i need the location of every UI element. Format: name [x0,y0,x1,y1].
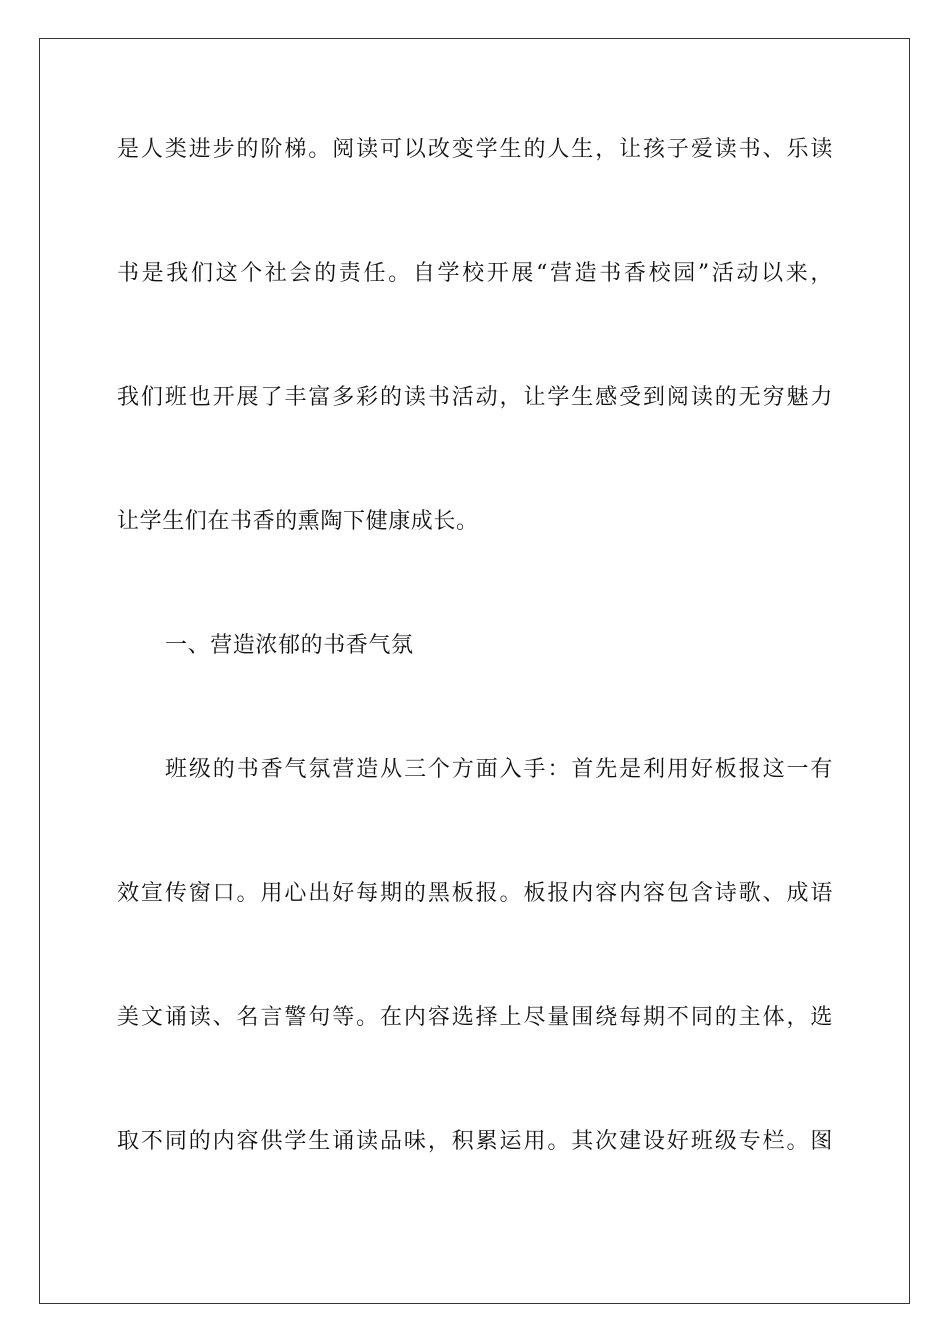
paragraph-line-1: 是人类进步的阶梯。阅读可以改变学生的人生，让孩子爱读书、乐读 [117,137,833,162]
paragraph-line-4: 让学生们在书香的熏陶下健康成长。 [117,509,479,534]
paragraph-line-8: 美文诵读、名言警句等。在内容选择上尽量围绕每期不同的主体，选 [117,1005,833,1030]
paragraph-line-2: 书是我们这个社会的责任。自学校开展“营造书香校园”活动以来， [117,261,833,286]
paragraph-line-7: 效宣传窗口。用心出好每期的黑板报。板报内容内容包含诗歌、成语 [117,881,833,906]
page-border [39,38,910,1304]
paragraph-line-3: 我们班也开展了丰富多彩的读书活动，让学生感受到阅读的无穷魅力 [117,385,833,410]
paragraph-line-6: 班级的书香气氛营造从三个方面入手：首先是利用好板报这一有 [165,757,833,782]
section-heading: 一、营造浓郁的书香气氛 [165,633,414,658]
paragraph-line-9: 取不同的内容供学生诵读品味，积累运用。其次建设好班级专栏。图 [117,1129,833,1154]
